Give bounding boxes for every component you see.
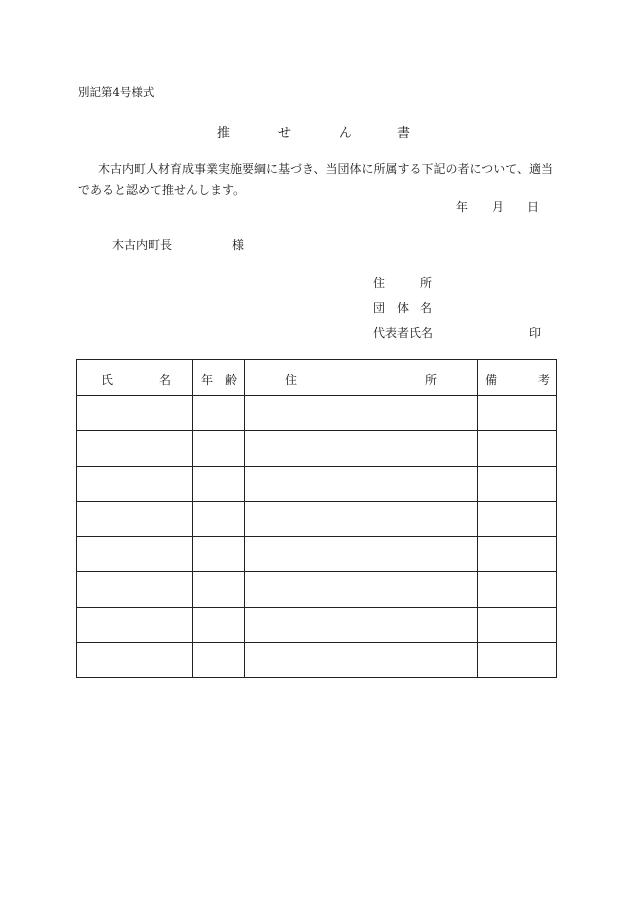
header-age-char: 年: [201, 373, 214, 387]
table-row: [77, 643, 557, 678]
age-cell[interactable]: [193, 431, 245, 466]
remarks-cell[interactable]: [478, 643, 557, 678]
header-remarks: [478, 360, 557, 396]
header-age: [193, 360, 245, 396]
name-cell[interactable]: [77, 466, 193, 501]
age-cell[interactable]: [193, 396, 245, 431]
name-cell[interactable]: [77, 607, 193, 642]
age-cell[interactable]: [193, 607, 245, 642]
header-name-char: 氏: [101, 373, 114, 387]
table-row: [77, 572, 557, 607]
addressee-name: 木古内町長: [112, 238, 173, 252]
remarks-cell[interactable]: [478, 501, 557, 536]
address-cell[interactable]: [245, 607, 478, 642]
addressee-honorific: 様: [232, 238, 245, 252]
header-remarks-char: 考: [538, 373, 551, 387]
age-cell[interactable]: [193, 501, 245, 536]
address-cell[interactable]: [245, 431, 478, 466]
age-cell[interactable]: [193, 572, 245, 607]
name-cell[interactable]: [77, 643, 193, 678]
title-char: ん: [339, 126, 353, 141]
seal-mark: 印: [529, 326, 542, 340]
header-remarks-char: 備: [485, 373, 498, 387]
name-cell[interactable]: [77, 572, 193, 607]
name-cell[interactable]: [77, 396, 193, 431]
body-text-line: であると認めて推せんします。: [78, 183, 246, 197]
title-char: 書: [397, 126, 411, 141]
table-header-row: [77, 360, 557, 396]
header-name-char: 名: [159, 373, 172, 387]
sender-address-label-char: 住: [373, 276, 386, 290]
sender-org-label-char: 体: [397, 301, 410, 315]
address-cell[interactable]: [245, 572, 478, 607]
remarks-cell[interactable]: [478, 466, 557, 501]
sender-org-label-char: 団: [373, 301, 386, 315]
table-row: [77, 431, 557, 466]
name-cell[interactable]: [77, 537, 193, 572]
header-address: [245, 360, 478, 396]
address-cell[interactable]: [245, 501, 478, 536]
nominee-table: [76, 359, 557, 678]
name-cell[interactable]: [77, 501, 193, 536]
body-text-line: 木古内町人材育成事業実施要綱に基づき、当団体に所属する下記の者について、適当: [98, 162, 554, 176]
date-month-label: 月: [492, 200, 505, 214]
remarks-cell[interactable]: [478, 537, 557, 572]
age-cell[interactable]: [193, 643, 245, 678]
table-row: [77, 501, 557, 536]
date-year-label: 年: [456, 200, 469, 214]
address-cell[interactable]: [245, 466, 478, 501]
age-cell[interactable]: [193, 466, 245, 501]
table-row: [77, 396, 557, 431]
sender-org-label-char: 名: [420, 301, 433, 315]
address-cell[interactable]: [245, 537, 478, 572]
table-row: [77, 537, 557, 572]
header-age-char: 齢: [225, 373, 238, 387]
form-number: 別記第4号様式: [78, 85, 155, 99]
address-cell[interactable]: [245, 643, 478, 678]
address-cell[interactable]: [245, 396, 478, 431]
remarks-cell[interactable]: [478, 396, 557, 431]
name-cell[interactable]: [77, 431, 193, 466]
title-char: 推: [217, 126, 231, 141]
date-day-label: 日: [527, 200, 540, 214]
sender-address-label-char: 所: [420, 276, 433, 290]
header-name: [77, 360, 193, 396]
header-address-char: 住: [285, 373, 298, 387]
table-row: [77, 466, 557, 501]
age-cell[interactable]: [193, 537, 245, 572]
header-address-char: 所: [425, 373, 438, 387]
table-row: [77, 607, 557, 642]
remarks-cell[interactable]: [478, 572, 557, 607]
title-char: せ: [278, 126, 292, 141]
remarks-cell[interactable]: [478, 431, 557, 466]
remarks-cell[interactable]: [478, 607, 557, 642]
sender-rep-label: 代表者氏名: [373, 326, 434, 340]
